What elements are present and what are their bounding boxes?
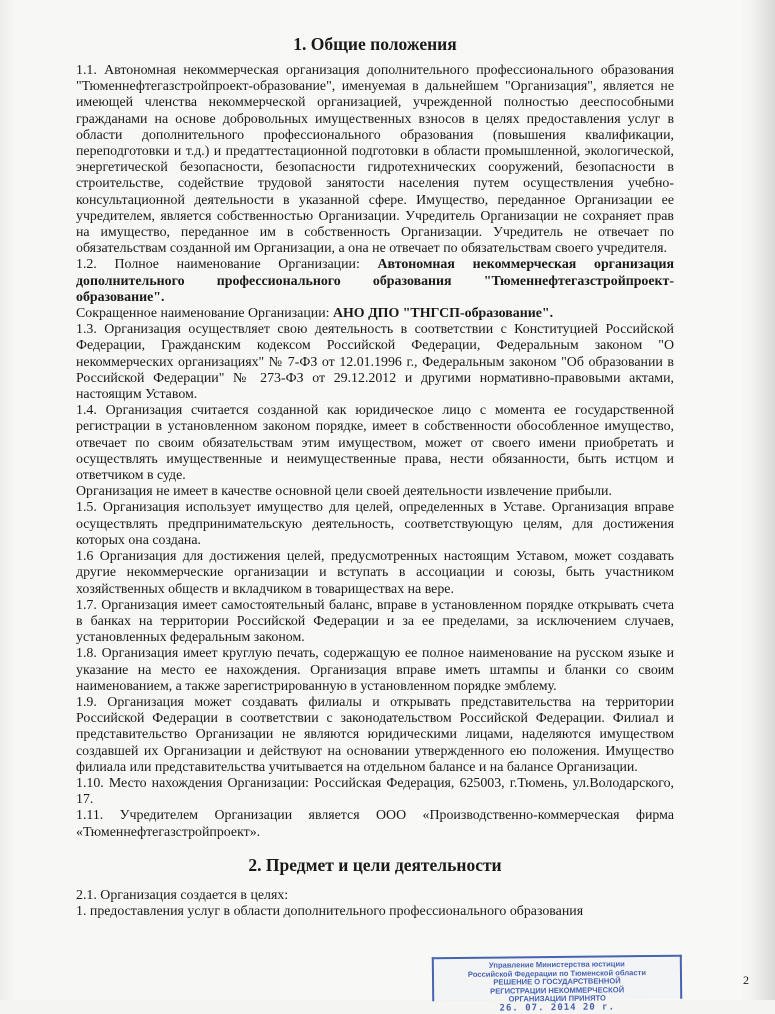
stamp-line-4: РЕГИСТРАЦИИ НЕКОММЕРЧЕСКОЙ [490, 985, 625, 996]
clause-1-3: 1.3. Организация осуществляет свою деятельность в соответствии с Конституцией Российской Федерации, Гражданским кодексом Российской Федерации, Федеральным законом "О некоммерческих организациях" № 7-ФЗ от 12.01.1996 г., Федеральным законом "Об образовании в Российской Федерации" № 273-ФЗ от 29.12.2012 и другими нормативно-правовыми актами, настоящим Уставом. [76, 322, 674, 403]
section-2-heading: 2. Предмет и цели деятельности [248, 854, 502, 875]
stamp-date: 26. 07. 2014 20 г. [499, 1002, 616, 1014]
stamp-line-1: Управление Министерства юстиции [488, 959, 625, 970]
clause-2-1-item-1: 1. предоставления услуг в области дополнительного профессионального образования [76, 903, 584, 919]
document-content [76, 34, 674, 920]
clause-1-4: 1.4. Организация считается созданной как юридическое лицо с момента ее государственной регистрации в установленном законом порядке, имеет в собственности обособленное имущество, отвечает по своим обязательствам этим имуществом, может от своего имени приобретать и осуществлять имущественные и неимущественные права, нести обязанности, быть истцом и ответчиком в суде. [76, 403, 674, 484]
clause-1-4-nonprofit: Организация не имеет в качестве основной цели своей деятельности извлечение прибыли. [76, 484, 612, 500]
clause-1-10: 1.10. Место нахождения Организации: Российская Федерация, 625003, г.Тюмень, ул.Володарского, 17. [76, 775, 674, 808]
clause-1-8: 1.8. Организация имеет круглую печать, содержащую ее полное наименование на русском языке и указание на место ее нахождения. Организация вправе иметь штампы и бланки со своим наименованием, а также зарегистрированную в установленном порядке эмблему. [76, 646, 674, 694]
stamp-line-3: РЕШЕНИЕ О ГОСУДАРСТВЕННОЙ [493, 976, 621, 987]
clause-1-11: 1.11. Учредителем Организации является ООО «Производственно-коммерческая фирма «Тюменнефтегазстройпроект». [76, 808, 674, 840]
page-number: 2 [743, 973, 749, 987]
registration-stamp [432, 955, 682, 1014]
clause-1-9: 1.9. Организация может создавать филиалы и открывать представительства на территории Российской Федерации в соответствии с законодательством Российской Федерации. Филиал и представительство Организации не являются юридическими лицами, наделяются имуществом создавшей их Организации и действуют на основании утвержденного ею положения. Имущество филиала или представительства учитывается на отдельном балансе и на балансе Организации. [76, 694, 674, 775]
short-organization-name: АНО ДПО "ТНГСП-образование". [332, 306, 554, 322]
clause-1-6: 1.6 Организация для достижения целей, предусмотренных настоящим Уставом, может создавать другие некоммерческие организации и вступать в ассоциации и союзы, быть участником хозяйственных обществ и вкладчиком в товариществах на вере. [76, 549, 674, 597]
page-edge-shadow [751, 0, 775, 1000]
clause-1-2 [76, 257, 674, 306]
clause-1-5: 1.5. Организация использует имущество для целей, определенных в Уставе. Организация вправе осуществлять предпринимательскую деятельность, соответствующую целям, для достижения которых она создана. [76, 500, 674, 548]
stamp-line-5: ОРГАНИЗАЦИИ ПРИНЯТО [508, 993, 606, 1004]
short-name-line [76, 306, 674, 322]
clause-1-1: 1.1. Автономная некоммерческая организация дополнительного профессионального образования "Тюменнефтегазстройпроект-образование", именуемая в дальнейшем "Организация", является не имеющей членства некоммерческой организацией, учрежденной полностью дееспособными гражданами на основе добровольных имущественных взносов в целях предоставления услуг в области дополнительного профессионального образования (повышения квалификации, переподготовки и т.д.) и предаттестационной подготовки в области промышленной, экологической, энергетической безопасности, безопасности гидротехнических сооружений, безопасности в строительстве, содействие трудовой занятости населения путем осуществления учебно-консультационной деятельности в указанной сфере. Имущество, переданное Организации ее учредителем, является собственностью Организации. Учредитель Организации не сохраняет прав на имущество, переданное им в собственность Организации. Учредитель не отвечает по обязательствам созданной им Организации, а она не отвечает по обязательствам своего учредителя. [76, 63, 674, 257]
full-organization-name: Автономная некоммерческая организация дополнительного профессионального образования "Тюменнефтегазстройпроект-образование". [76, 257, 674, 305]
stamp-line-2: Российской Федерации по Тюменской области [467, 967, 647, 979]
clause-2-1: 2.1. Организация создается в целях: [76, 887, 289, 903]
short-name-lead: Сокращенное наименование Организации: [76, 306, 333, 322]
clause-1-7: 1.7. Организация имеет самостоятельный баланс, вправе в установленном порядке открывать счета в банках на территории Российской Федерации и за ее пределами, за исключением случаев, установленных федеральным законом. [76, 597, 674, 646]
clause-1-2-lead: 1.2. Полное наименование Организации: [76, 257, 378, 273]
section-1-heading: 1. Общие положения [293, 34, 457, 54]
